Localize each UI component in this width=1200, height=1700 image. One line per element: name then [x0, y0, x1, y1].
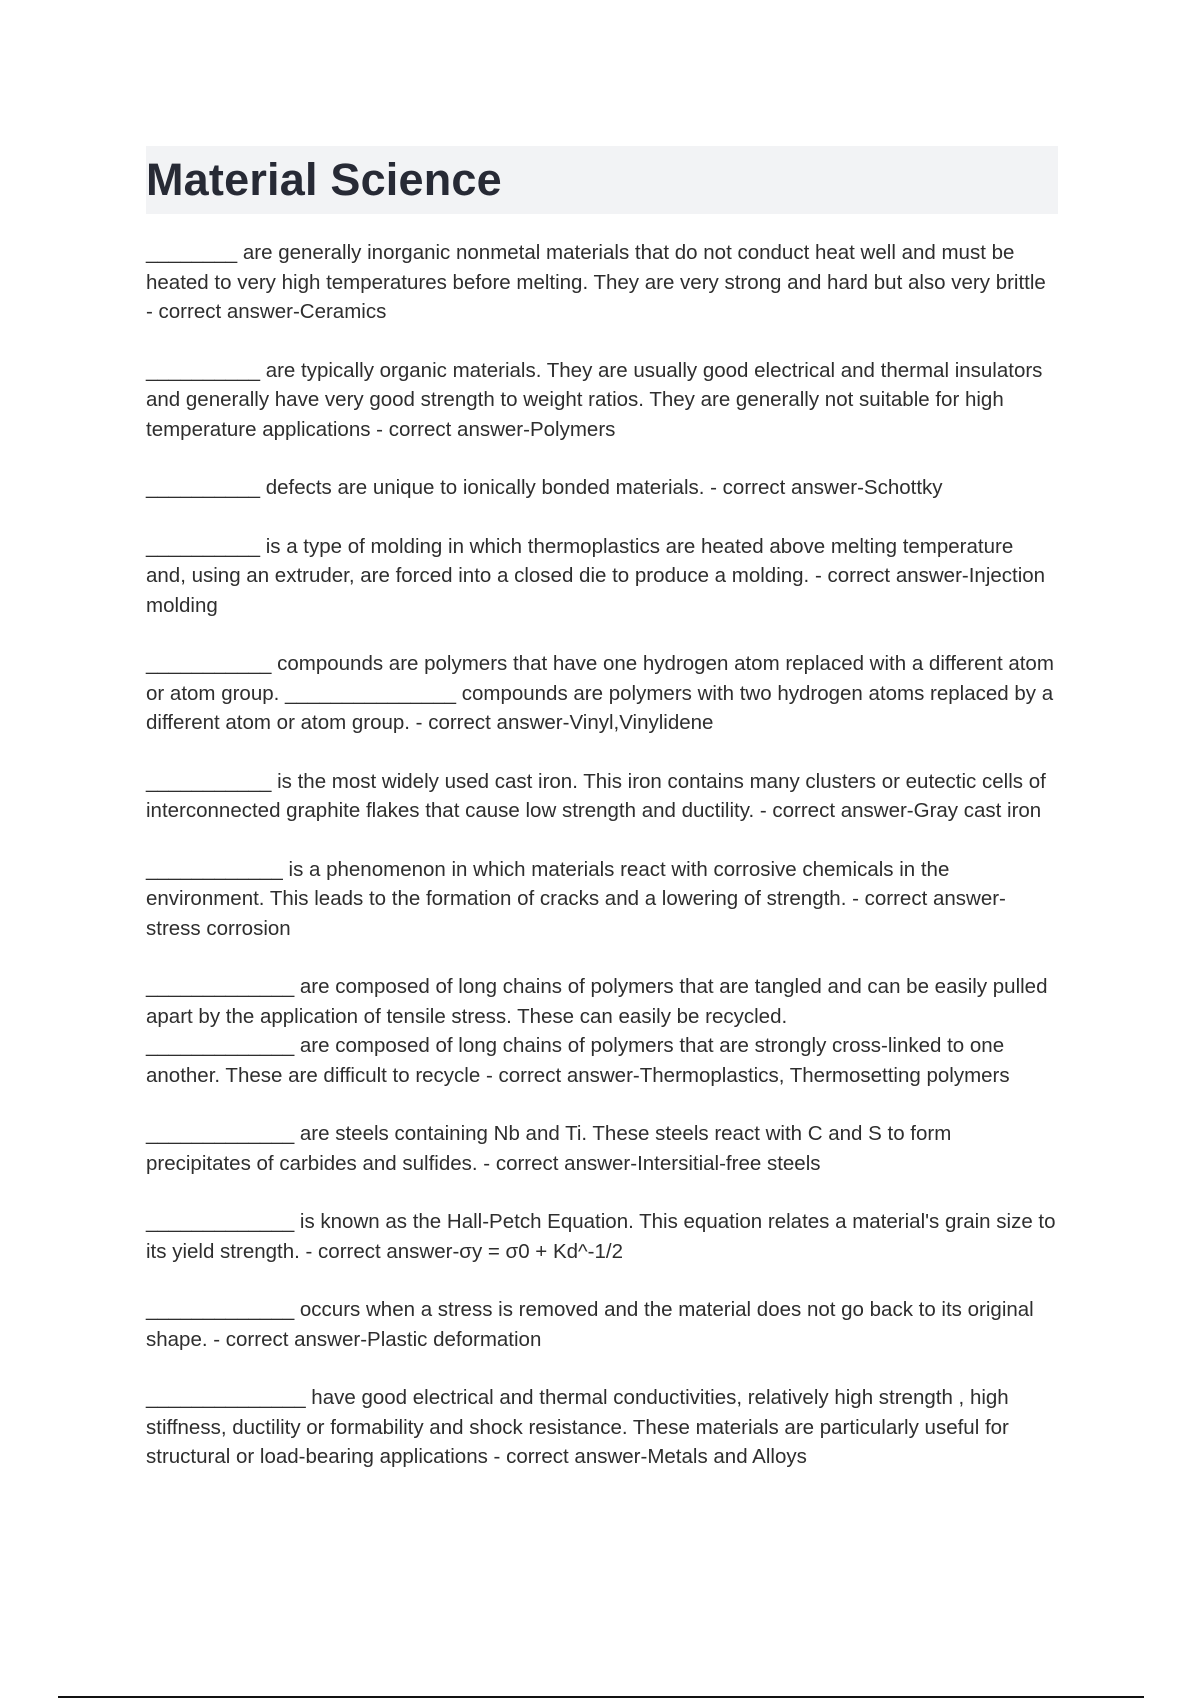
title-bar — [146, 146, 1058, 214]
question-item: __________ defects are unique to ionically bonded materials. - correct answer-Schottky — [146, 476, 943, 499]
question-item: ________ are generally inorganic nonmetal materials that do not conduct heat well and must be heated to very high temperatures before melting. They are very strong and hard but also very brittle - correct answer-Ceramics — [146, 241, 1052, 323]
question-item: __________ is a type of molding in which thermoplastics are heated above melting temperature and, using an extruder, are forced into a closed die to produce a molding. - correct answer-Injection molding — [146, 534, 1051, 617]
question-item: ____________ is a phenomenon in which materials react with corrosive chemicals in the environment. This leads to the formation of cracks and a lowering of strength. - correct answer-stress corrosion — [146, 857, 1006, 940]
question-item: _____________ are composed of long chains of polymers that are tangled and can be easily pulled apart by the application of tensile stress. These can easily be recycled. _____________ are composed of long chains of polymers that are strongly cross-linked to one another. These are difficult to recycle - correct answer-Thermoplastics, Thermosetting polymers — [146, 975, 1048, 1087]
question-item: ______________ have good electrical and thermal conductivities, relatively high strength , high stiffness, ductility or formability and shock resistance. These materials are particularly useful for structural or load-bearing applications - correct answer-Metals and Alloys — [146, 1386, 1015, 1468]
question-item: _____________ is known as the Hall-Petch Equation. This equation relates a material's grain size to its yield strength. - correct answer-σy = σ0 + Kd^-1/2 — [146, 1210, 1062, 1263]
document-page — [146, 146, 1062, 1501]
question-item: _____________ occurs when a stress is removed and the material does not go back to its original shape. - correct answer-Plastic deformation — [146, 1298, 1040, 1351]
page-bottom-rule — [58, 1696, 1144, 1698]
question-item: ___________ compounds are polymers that have one hydrogen atom replaced with a different atom or atom group. _______________ compounds are polymers with two hydrogen atoms replaced by a different atom or atom group. - correct answer-Vinyl,Vinylidene — [146, 652, 1060, 734]
question-item: _____________ are steels containing Nb and Ti. These steels react with C and S to form precipitates of carbides and sulfides. - correct answer-Intersitial-free steels — [146, 1122, 958, 1175]
question-item: ___________ is the most widely used cast iron. This iron contains many clusters or eutectic cells of interconnected graphite flakes that cause low strength and ductility. - correct answer-Gray cast iron — [146, 769, 1052, 822]
question-item: __________ are typically organic materials. They are usually good electrical and thermal insulators and generally have very good strength to weight ratios. They are generally not suitable for high temperature applications - correct answer-Polymers — [146, 358, 1049, 441]
page-title: Material Science — [146, 154, 502, 205]
